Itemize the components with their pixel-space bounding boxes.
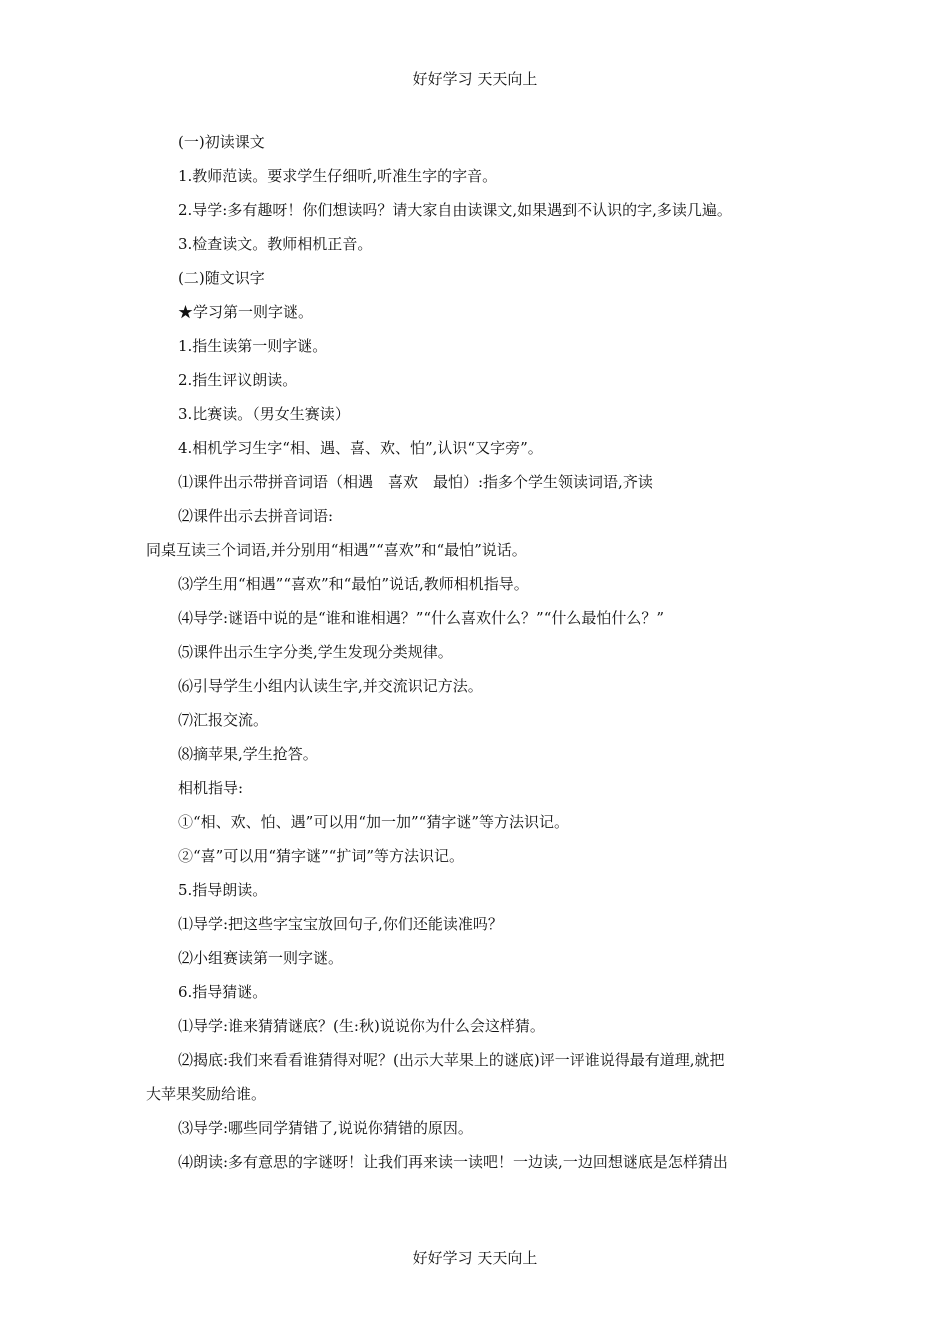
- text-line: ⑻摘苹果,学生抢答。: [178, 745, 318, 763]
- text-line: 6.指导猜谜。: [178, 983, 268, 1001]
- page-header: 好好学习 天天向上: [412, 70, 538, 88]
- text-line: ⑷朗读:多有意思的字谜呀！让我们再来读一读吧！一边读,一边回想谜底是怎样猜出: [178, 1153, 728, 1171]
- text-line: ①“相、欢、怕、遇”可以用“加一加”“猜字谜”等方法识记。: [178, 813, 570, 831]
- text-line: ★学习第一则字谜。: [178, 303, 314, 321]
- text-line: 3.检查读文。教师相机正音。: [178, 235, 373, 253]
- text-line: ⑵小组赛读第一则字谜。: [178, 949, 344, 967]
- text-line: 1.指生读第一则字谜。: [178, 337, 328, 355]
- text-line: ⑸课件出示生字分类,学生发现分类规律。: [178, 643, 453, 661]
- lesson-body: [146, 125, 811, 1179]
- page-footer: 好好学习 天天向上: [412, 1249, 538, 1267]
- text-line: ⑶学生用“相遇”“喜欢”和“最怕”说话,教师相机指导。: [178, 575, 529, 593]
- text-line: 3.比赛读。（男女生赛读）: [178, 405, 350, 423]
- text-line: ⑶导学:哪些同学猜错了,说说你猜错的原因。: [178, 1119, 473, 1137]
- text-line: 2.指生评议朗读。: [178, 371, 298, 389]
- text-line: ⑴导学:把这些字宝宝放回句子,你们还能读准吗？: [178, 915, 503, 933]
- text-line: 4.相机学习生字“相、遇、喜、欢、怕”,认识“又字旁”。: [178, 439, 543, 457]
- text-line: ⑹引导学生小组内认读生字,并交流识记方法。: [178, 677, 483, 695]
- text-line: 同桌互读三个词语,并分别用“相遇”“喜欢”和“最怕”说话。: [146, 541, 527, 559]
- text-line: ⑷导学:谜语中说的是“谁和谁相遇？”“什么喜欢什么？”“什么最怕什么？”: [178, 609, 665, 627]
- text-line: ⑴课件出示带拼音词语（相遇 喜欢 最怕）:指多个学生领读词语,齐读: [178, 473, 653, 491]
- text-line: 5.指导朗读。: [178, 881, 268, 899]
- text-line: ⑵揭底:我们来看看谁猜得对呢？(出示大苹果上的谜底)评一评谁说得最有道理,就把: [178, 1051, 725, 1069]
- text-line: 大苹果奖励给谁。: [146, 1085, 267, 1103]
- text-line: ②“喜”可以用“猜字谜”“扩词”等方法识记。: [178, 847, 465, 865]
- text-line: 相机指导:: [178, 779, 244, 797]
- text-line: ⑵课件出示去拼音词语:: [178, 507, 334, 525]
- text-line: ⑺汇报交流。: [178, 711, 269, 729]
- text-line: (一)初读课文: [178, 133, 265, 151]
- text-line: (二)随文识字: [178, 269, 265, 287]
- text-line: ⑴导学:谁来猜猜谜底？(生:秋)说说你为什么会这样猜。: [178, 1017, 545, 1035]
- text-line: 1.教师范读。要求学生仔细听,听准生字的字音。: [178, 167, 498, 185]
- text-line: 2.导学:多有趣呀！你们想读吗？请大家自由读课文,如果遇到不认识的字,多读几遍。: [178, 201, 732, 219]
